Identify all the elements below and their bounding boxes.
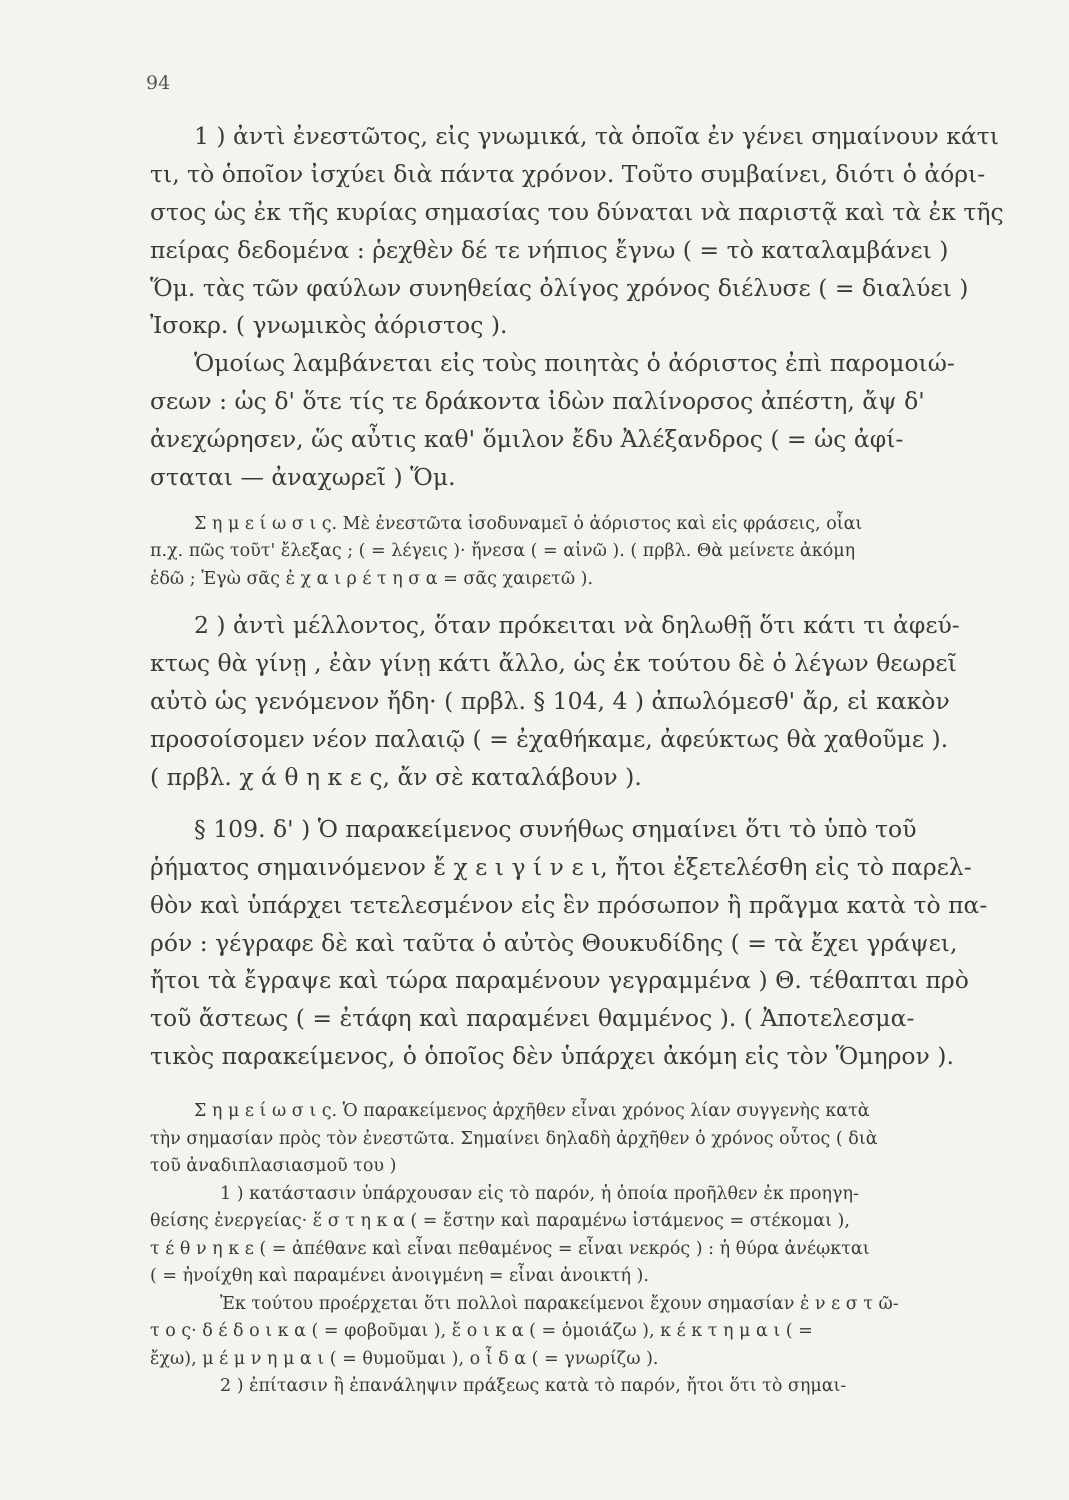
text-line: ἀνεχώρησεν, ὥς αὖτις καθ' ὅμιλον ἔδυ Ἀλέξανδρος ( = ὡς ἀφί-	[150, 425, 904, 454]
note-line: τὴν σημασίαν πρὸς τὸν ἐνεστῶτα. Σημαίνει δηλαδὴ ἀρχῆθεν ὁ χρόνος οὗτος ( διὰ	[150, 1128, 878, 1149]
text-line: ( πρβλ. χ ά θ η κ ε ς, ἄν σὲ καταλάβουν ).	[150, 762, 642, 791]
note-perfect-state	[150, 1181, 1030, 1291]
paragraph-aorist-present	[150, 118, 1030, 345]
note-line: Σ η μ ε ί ω σ ι ς. Ὁ παρακείμενος ἀρχῆθεν εἶναι χρόνος λίαν συγγενὴς κατὰ	[194, 1101, 870, 1122]
paragraph-aorist-future	[150, 607, 1030, 796]
text-line: στος ὡς ἐκ τῆς κυρίας σημασίας του δύναται νὰ παριστᾷ καὶ τὰ ἐκ τῆς	[150, 197, 1004, 226]
text-line: Ὁμοίως λαμβάνεται εἰς τοὺς ποιητὰς ὁ ἀόριστος ἐπὶ παρομοιώ-	[194, 349, 955, 378]
paragraph-aorist-similes	[150, 345, 1030, 497]
section-109-perfect	[150, 811, 1030, 1076]
text-line: θὸν καὶ ὑπάρχει τετελεσμένον εἰς ἓν πρόσωπον ἢ πρᾶγμα κατὰ τὸ πα-	[150, 890, 988, 919]
note-line: 2 ) ἐπίτασιν ἢ ἐπανάληψιν πράξεως κατὰ τὸ παρόν, ἤτοι ὅτι τὸ σημαι-	[220, 1376, 847, 1397]
text-line: Ἰσοκρ. ( γνωμικὸς ἀόριστος ).	[150, 311, 508, 340]
note-line: τ έ θ ν η κ ε ( = ἀπέθανε καὶ εἶναι πεθαμένος = εἶναι νεκρός ) : ἡ θύρα ἀνέῳκται	[150, 1238, 870, 1259]
text-line: προσοίσομεν νέον παλαιῷ ( = ἐχαθήκαμε, ἀφεύκτως θὰ χαθοῦμε ).	[150, 725, 949, 754]
text-line: 1 ) ἀντὶ ἐνεστῶτος, εἰς γνωμικά, τὰ ὁποῖα ἐν γένει σημαίνουν κάτι	[194, 122, 1000, 150]
note-line: Σ η μ ε ί ω σ ι ς. Μὲ ἐνεστῶτα ἰσοδυναμεῖ ὁ ἀόριστος καὶ εἰς φράσεις, οἷαι	[194, 513, 863, 534]
note-line: ἔχω), μ έ μ ν η μ α ι ( = θυμοῦμαι ), ο ἶ δ α ( = γνωρίζω ).	[150, 1348, 659, 1369]
note-line: π.χ. πῶς τοῦτ' ἔλεξας ; ( = λέγεις )· ἤνεσα ( = αἰνῶ ). ( πρβλ. Θὰ μείνετε ἀκόμη	[150, 541, 856, 562]
page-number: 94	[146, 72, 171, 94]
note-aorist-phrases	[150, 511, 1030, 594]
text-line: § 109. δ' ) Ὁ παρακείμενος συνήθως σημαίνει ὅτι τὸ ὑπὸ τοῦ	[194, 814, 917, 843]
text-line: σταται — ἀναχωρεῖ ) Ὅμ.	[150, 463, 456, 492]
text-line: αὐτὸ ὡς γενόμενον ἤδη· ( πρβλ. § 104, 4 ) ἀπωλόμεσθ' ἄρ, εἰ κακὸν	[150, 687, 950, 716]
note-line: Ἐκ τούτου προέρχεται ὅτι πολλοὶ παρακείμενοι ἔχουν σημασίαν ἐ ν ε σ τ ῶ-	[220, 1293, 899, 1314]
note-perfect-present-sense	[150, 1291, 1030, 1374]
text-line: Ὅμ. τὰς τῶν φαύλων συνηθείας ὀλίγος χρόνος διέλυσε ( = διαλύει )	[150, 273, 969, 302]
note-line: ἐδῶ ; Ἐγὼ σᾶς ἐ χ α ι ρ έ τ η σ α = σᾶς χαιρετῶ ).	[150, 568, 594, 589]
text-line: 2 ) ἀντὶ μέλλοντος, ὅταν πρόκειται νὰ δηλωθῇ ὅτι κάτι τι ἀφεύ-	[194, 611, 960, 640]
text-line: τικὸς παρακείμενος, ὁ ὁποῖος δὲν ὑπάρχει ἀκόμη εἰς τὸν Ὅμηρον ).	[150, 1042, 954, 1071]
note-line: 1 ) κατάστασιν ὑπάρχουσαν εἰς τὸ παρόν, ἡ ὁποία προῆλθεν ἐκ προηγη-	[220, 1183, 859, 1204]
note-line: τ ο ς· δ έ δ ο ι κ α ( = φοβοῦμαι ), ἔ ο ι κ α ( = ὁμοιάζω ), κ έ κ τ η μ α ι ( =	[150, 1321, 813, 1342]
text-line: τι, τὸ ὁποῖον ἰσχύει διὰ πάντα χρόνον. Τοῦτο συμβαίνει, διότι ὁ ἀόρι-	[150, 159, 986, 188]
text-line: σεων : ὡς δ' ὅτε τίς τε δράκοντα ἰδὼν παλίνορσος ἀπέστη, ἄψ δ'	[150, 387, 925, 416]
text-line: ρόν : γέγραφε δὲ καὶ ταῦτα ὁ αὐτὸς Θουκυδίδης ( = τὰ ἔχει γράψει,	[150, 928, 958, 957]
note-perfect-intensity	[150, 1373, 1030, 1401]
text-line: κτως θὰ γίνῃ , ἐὰν γίνῃ κάτι ἄλλο, ὡς ἐκ τούτου δὲ ὁ λέγων θεωρεῖ	[150, 649, 957, 678]
note-line: θείσης ἐνεργείας· ἕ σ τ η κ α ( = ἔστην καὶ παραμένω ἱστάμενος = στέκομαι ),	[150, 1211, 850, 1232]
text-line: ῥήματος σημαινόμενον ἔ χ ε ι γ ί ν ε ι, ἤτοι ἐξετελέσθη εἰς τὸ παρελ-	[150, 852, 972, 881]
text-line: πείρας δεδομένα : ῥεχθὲν δέ τε νήπιος ἔγνω ( = τὸ καταλαμβάνει )	[150, 235, 949, 264]
text-line: τοῦ ἄστεως ( = ἐτάφη καὶ παραμένει θαμμένος ). ( Ἀποτελεσμα-	[150, 1004, 915, 1033]
text-line: ἤτοι τὰ ἔγραψε καὶ τώρα παραμένουν γεγραμμένα ) Θ. τέθαπται πρὸ	[150, 966, 969, 995]
note-line: ( = ἠνοίχθη καὶ παραμένει ἀνοιγμένη = εἶναι ἀνοικτή ).	[150, 1266, 649, 1287]
note-perfect-meaning	[150, 1098, 1030, 1181]
note-line: τοῦ ἀναδιπλασιασμοῦ του )	[150, 1156, 397, 1177]
page-body	[150, 118, 1030, 1401]
